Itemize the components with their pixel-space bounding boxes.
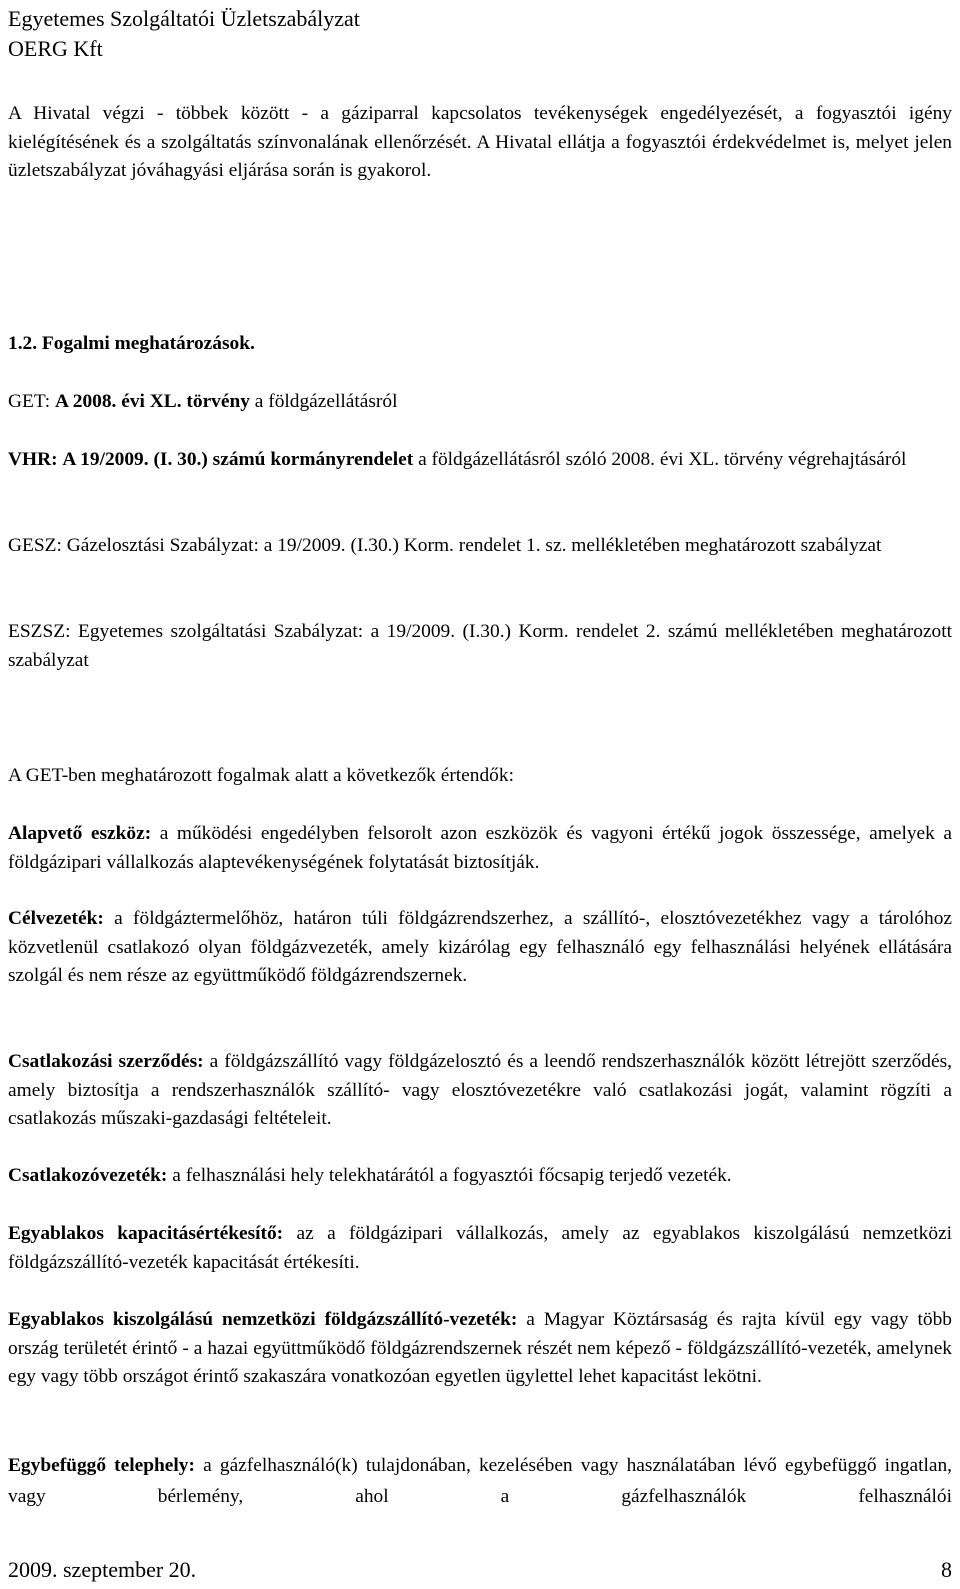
definition-egybefuggo-telephely [8,1451,952,1512]
definition-text: az a földgázipari vállalkozás, amely az egyablakos kiszolgálású nemzetközi földgázszállító-vezeték kapacitását értékesíti. [8,1223,953,1273]
definition-text: a földgázszállító vagy földgázelosztó és a leendő rendszerhasználók között létrejött szerződés, amely biztosítja a rendszerhasználók szállító- vagy elosztóvezetékre való csatlakozási jogát, valamint rögzíti a csatlakozás műszaki-gazdasági feltételeit. [8,1051,952,1130]
abbr-term: GESZ: [8,535,62,556]
abbr-text: Egyetemes szolgáltatási Szabályzat: a 19/2009. (I.30.) Korm. rendelet 2. számú mellékletében meghatározott szabályzat [8,621,952,671]
definition-alapveto-eszkoz [8,820,952,877]
page-number: 8 [941,1557,952,1582]
abbr-text: a földgázellátásról [249,391,398,412]
abbr-term: GET: [8,391,51,412]
definition-egyablakos-kapacitasertekesito [8,1220,952,1277]
definition-term: Egyablakos kapacitásértékesítő: [8,1223,284,1244]
abbr-vhr [8,446,952,475]
definition-term: Célvezeték: [8,908,104,929]
abbr-term: ESZSZ: [8,621,71,642]
definition-text: a felhasználási hely telekhatárától a fogyasztói főcsapig terjedő vezeték. [172,1165,732,1186]
definition-term: Egybefüggő telephely: [8,1455,195,1476]
section-title [8,330,952,359]
abbr-term: VHR: [8,449,58,470]
document-page [8,0,952,1589]
abbr-bold: A 19/2009. (I. 30.) számú kormányrendelet [62,449,414,470]
abbr-eszsz [8,618,952,675]
definition-text: a Magyar Köztársaság és rajta kívül egy vagy több ország területét érintő - a hazai együttműködő földgázrendszernek részét nem képező - földgázszállító-vezeték, amelynek egy vagy több országot érintő szakaszára vonatkozóan egyetlen ügylettel lehet kapacitást lekötni. [8,1309,952,1388]
definition-celvezetek [8,905,952,991]
definition-csatlakozasi-szerzodes [8,1048,952,1134]
definition-egyablakos-nemzetkozi-vezetek [8,1306,952,1392]
header-title: Egyetemes Szolgáltatói Üzletszabályzat [8,6,360,31]
definition-text: a gázfelhasználó(k) tulajdonában, kezelésében vagy használatában lévő egybefüggő ingatlan, vagy bérlemény, ahol a gázfelhasználók felhasználói [8,1455,952,1507]
definition-term: Csatlakozóvezeték: [8,1165,168,1186]
section-heading: 1.2. Fogalmi meghatározások. [8,333,255,354]
footer-date: 2009. szeptember 20. [8,1557,197,1582]
abbr-get [8,388,952,417]
abbr-text: a földgázellátásról szóló 2008. évi XL. törvény végrehajtásáról [413,449,907,470]
abbr-gesz [8,532,952,561]
abbr-text: Gázelosztási Szabályzat: a 19/2009. (I.30.) Korm. rendelet 1. sz. mellékletében meghatározott szabályzat [66,535,882,556]
definitions-intro: A GET-ben meghatározott fogalmak alatt a következők értendők: [8,765,514,786]
definition-csatlakozovezetek [8,1162,952,1191]
abbr-bold: A 2008. évi XL. törvény [54,391,250,412]
definition-text: a földgáztermelőhöz, határon túli földgázrendszerhez, a szállító-, elosztóvezetékhez vagy a tárolóhoz közvetlenül csatlakozó olyan földgázvezeték, amely kizárólag egy felhasználó egy felhasználási helyének ellátására szolgál és nem része az együttműködő földgázrendszernek. [8,908,952,987]
definition-term: Csatlakozási szerződés: [8,1051,204,1072]
definition-term: Egyablakos kiszolgálású nemzetközi földgázszállító-vezeték: [8,1309,518,1330]
definition-text: a működési engedélyben felsorolt azon eszközök és vagyoni értékű jogok összessége, amelyek a földgázipari vállalkozás alaptevékenységének folytatását biztosítják. [8,823,952,873]
document-header [8,4,360,64]
definition-term: Alapvető eszköz: [8,823,152,844]
intro-paragraph: A Hivatal végzi - többek között - a gáziparral kapcsolatos tevékenységek engedélyezését, a fogyasztói igény kielégítésének és a szolgáltatás színvonalának ellenőrzését. A Hivatal ellátja a fogyasztói érdekvédelmet is, melyet jelen üzletszabályzat jóváhagyási eljárása során is gyakorol. [8,103,952,182]
header-company: OERG Kft [8,36,103,61]
